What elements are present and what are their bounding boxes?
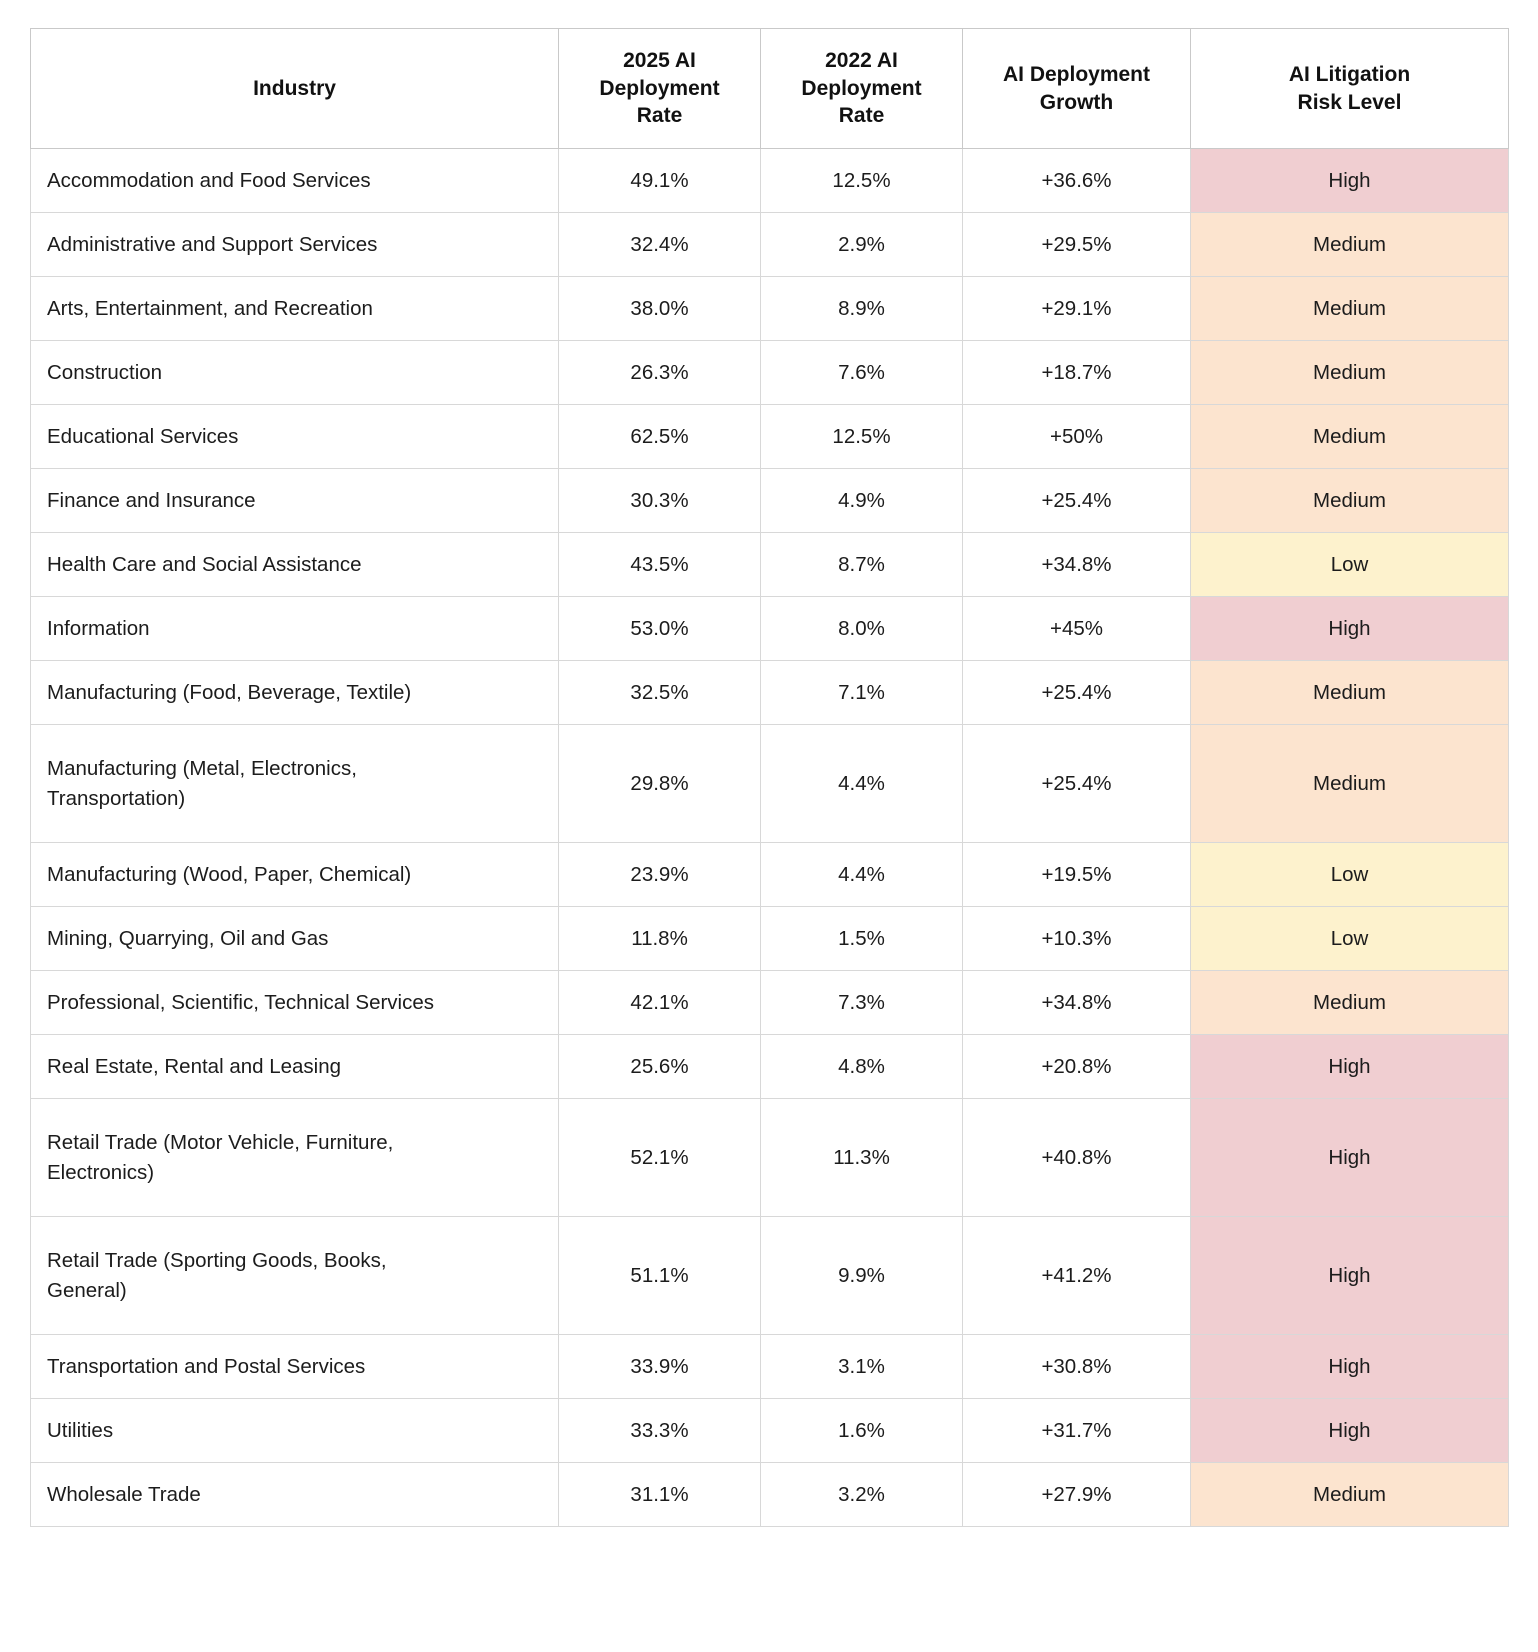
table-row — [31, 213, 1509, 277]
status-badge: High — [1191, 149, 1509, 213]
column-header-line: Rate — [636, 104, 683, 128]
status-badge: Medium — [1191, 1463, 1509, 1527]
cell-growth: +27.9% — [963, 1463, 1191, 1527]
industry-line: Accommodation and Food Services — [47, 168, 371, 192]
cell-growth: +29.5% — [963, 213, 1191, 277]
cell-rate-2025: 51.1% — [559, 1217, 761, 1335]
cell-growth: +30.8% — [963, 1335, 1191, 1399]
industry-line: Administrative and Support Services — [47, 232, 378, 256]
status-badge: Low — [1191, 843, 1509, 907]
cell-rate-2025: 23.9% — [559, 843, 761, 907]
industry-line: Retail Trade (Sporting Goods, Books, — [47, 1248, 387, 1272]
industry-line: Educational Services — [47, 424, 239, 448]
cell-growth: +10.3% — [963, 907, 1191, 971]
table-row — [31, 1463, 1509, 1527]
table-row — [31, 469, 1509, 533]
table-row — [31, 1335, 1509, 1399]
status-badge: High — [1191, 1217, 1509, 1335]
cell-rate-2022: 7.1% — [761, 661, 963, 725]
column-header-line: AI Deployment — [1002, 62, 1151, 86]
cell-rate-2025: 11.8% — [559, 907, 761, 971]
cell-rate-2022: 8.9% — [761, 277, 963, 341]
cell-industry — [31, 405, 559, 469]
status-badge: Low — [1191, 533, 1509, 597]
industry-line: Electronics) — [47, 1160, 155, 1184]
header-row — [31, 29, 1509, 149]
cell-industry — [31, 1099, 559, 1217]
table-row — [31, 725, 1509, 843]
cell-rate-2025: 31.1% — [559, 1463, 761, 1527]
table-header — [31, 29, 1509, 149]
cell-rate-2025: 38.0% — [559, 277, 761, 341]
cell-industry — [31, 1463, 559, 1527]
cell-rate-2025: 32.5% — [559, 661, 761, 725]
cell-industry — [31, 1217, 559, 1335]
industry-line: Arts, Entertainment, and Recreation — [47, 296, 373, 320]
table-row — [31, 1099, 1509, 1217]
status-badge: High — [1191, 1335, 1509, 1399]
column-header-line: AI Litigation — [1288, 62, 1411, 86]
table-row — [31, 907, 1509, 971]
cell-rate-2025: 43.5% — [559, 533, 761, 597]
cell-rate-2022: 4.4% — [761, 725, 963, 843]
column-header-line: Risk Level — [1297, 90, 1402, 114]
cell-rate-2022: 4.8% — [761, 1035, 963, 1099]
status-badge: Medium — [1191, 277, 1509, 341]
cell-growth: +25.4% — [963, 725, 1191, 843]
status-badge: Medium — [1191, 405, 1509, 469]
column-header-line: Deployment — [599, 76, 720, 100]
status-badge: Medium — [1191, 725, 1509, 843]
column-header-line: Deployment — [801, 76, 922, 100]
table-row — [31, 1035, 1509, 1099]
industry-line: General) — [47, 1278, 127, 1302]
cell-growth: +34.8% — [963, 971, 1191, 1035]
status-badge: Medium — [1191, 661, 1509, 725]
industry-line: Utilities — [47, 1418, 114, 1442]
status-badge: Medium — [1191, 213, 1509, 277]
cell-growth: +41.2% — [963, 1217, 1191, 1335]
column-header-line: Industry — [253, 76, 336, 100]
cell-rate-2025: 33.3% — [559, 1399, 761, 1463]
industry-line: Retail Trade (Motor Vehicle, Furniture, — [47, 1130, 394, 1154]
column-header-line: 2025 AI — [623, 49, 696, 72]
cell-rate-2025: 33.9% — [559, 1335, 761, 1399]
table-body — [31, 149, 1509, 1527]
cell-growth: +50% — [963, 405, 1191, 469]
cell-rate-2022: 8.7% — [761, 533, 963, 597]
cell-growth: +31.7% — [963, 1399, 1191, 1463]
table-row — [31, 1399, 1509, 1463]
cell-industry — [31, 469, 559, 533]
status-badge: Medium — [1191, 971, 1509, 1035]
cell-rate-2025: 49.1% — [559, 149, 761, 213]
status-badge: Medium — [1191, 469, 1509, 533]
cell-rate-2022: 4.4% — [761, 843, 963, 907]
cell-growth: +34.8% — [963, 533, 1191, 597]
table-row — [31, 405, 1509, 469]
table-row — [31, 149, 1509, 213]
industry-line: Information — [47, 616, 150, 640]
industry-line: Wholesale Trade — [47, 1482, 201, 1506]
table-row — [31, 661, 1509, 725]
column-header-industry — [31, 29, 559, 149]
cell-growth: +29.1% — [963, 277, 1191, 341]
cell-rate-2022: 1.5% — [761, 907, 963, 971]
cell-rate-2025: 30.3% — [559, 469, 761, 533]
status-badge: Low — [1191, 907, 1509, 971]
cell-rate-2025: 32.4% — [559, 213, 761, 277]
cell-rate-2022: 7.3% — [761, 971, 963, 1035]
cell-rate-2022: 9.9% — [761, 1217, 963, 1335]
cell-growth: +20.8% — [963, 1035, 1191, 1099]
status-badge: Medium — [1191, 341, 1509, 405]
column-header-rate-2022 — [761, 29, 963, 149]
industry-line: Construction — [47, 360, 163, 384]
status-badge: High — [1191, 1099, 1509, 1217]
cell-growth: +25.4% — [963, 661, 1191, 725]
column-header-growth — [963, 29, 1191, 149]
table-row — [31, 597, 1509, 661]
cell-rate-2025: 62.5% — [559, 405, 761, 469]
column-header-line: Rate — [838, 104, 885, 128]
cell-rate-2025: 26.3% — [559, 341, 761, 405]
industry-line: Health Care and Social Assistance — [47, 552, 362, 576]
cell-rate-2025: 53.0% — [559, 597, 761, 661]
cell-industry — [31, 1335, 559, 1399]
column-header-risk — [1191, 29, 1509, 149]
cell-industry — [31, 971, 559, 1035]
column-header-line: Growth — [1039, 90, 1114, 114]
column-header-rate-2025 — [559, 29, 761, 149]
table-row — [31, 971, 1509, 1035]
table-row — [31, 1217, 1509, 1335]
industry-line: Finance and Insurance — [47, 488, 256, 512]
cell-industry — [31, 907, 559, 971]
industry-line: Transportation) — [47, 786, 186, 810]
cell-rate-2025: 29.8% — [559, 725, 761, 843]
industry-line: Mining, Quarrying, Oil and Gas — [47, 926, 329, 950]
table-row — [31, 341, 1509, 405]
cell-rate-2022: 12.5% — [761, 149, 963, 213]
cell-rate-2022: 8.0% — [761, 597, 963, 661]
cell-growth: +25.4% — [963, 469, 1191, 533]
column-header-line: 2022 AI — [825, 49, 898, 72]
industry-line: Manufacturing (Food, Beverage, Textile) — [47, 680, 412, 704]
industry-line: Transportation and Postal Services — [47, 1354, 366, 1378]
cell-rate-2022: 3.2% — [761, 1463, 963, 1527]
cell-growth: +19.5% — [963, 843, 1191, 907]
cell-industry — [31, 277, 559, 341]
cell-rate-2025: 42.1% — [559, 971, 761, 1035]
cell-rate-2022: 7.6% — [761, 341, 963, 405]
cell-industry — [31, 725, 559, 843]
cell-industry — [31, 661, 559, 725]
cell-rate-2022: 1.6% — [761, 1399, 963, 1463]
cell-industry — [31, 597, 559, 661]
cell-industry — [31, 1399, 559, 1463]
cell-industry — [31, 1035, 559, 1099]
industry-line: Manufacturing (Wood, Paper, Chemical) — [47, 862, 412, 886]
status-badge: High — [1191, 1399, 1509, 1463]
table-row — [31, 843, 1509, 907]
cell-growth: +40.8% — [963, 1099, 1191, 1217]
cell-industry — [31, 341, 559, 405]
cell-rate-2025: 25.6% — [559, 1035, 761, 1099]
table-row — [31, 533, 1509, 597]
cell-growth: +45% — [963, 597, 1191, 661]
ai-deployment-table — [30, 28, 1509, 1527]
status-badge: High — [1191, 1035, 1509, 1099]
cell-rate-2025: 52.1% — [559, 1099, 761, 1217]
cell-industry — [31, 843, 559, 907]
cell-rate-2022: 4.9% — [761, 469, 963, 533]
cell-growth: +18.7% — [963, 341, 1191, 405]
cell-rate-2022: 11.3% — [761, 1099, 963, 1217]
cell-rate-2022: 2.9% — [761, 213, 963, 277]
industry-line: Manufacturing (Metal, Electronics, — [47, 756, 357, 780]
industry-line: Professional, Scientific, Technical Services — [47, 990, 435, 1014]
cell-industry — [31, 533, 559, 597]
cell-rate-2022: 3.1% — [761, 1335, 963, 1399]
cell-industry — [31, 213, 559, 277]
cell-industry — [31, 149, 559, 213]
cell-growth: +36.6% — [963, 149, 1191, 213]
industry-line: Real Estate, Rental and Leasing — [47, 1054, 342, 1078]
cell-rate-2022: 12.5% — [761, 405, 963, 469]
status-badge: High — [1191, 597, 1509, 661]
table-row — [31, 277, 1509, 341]
